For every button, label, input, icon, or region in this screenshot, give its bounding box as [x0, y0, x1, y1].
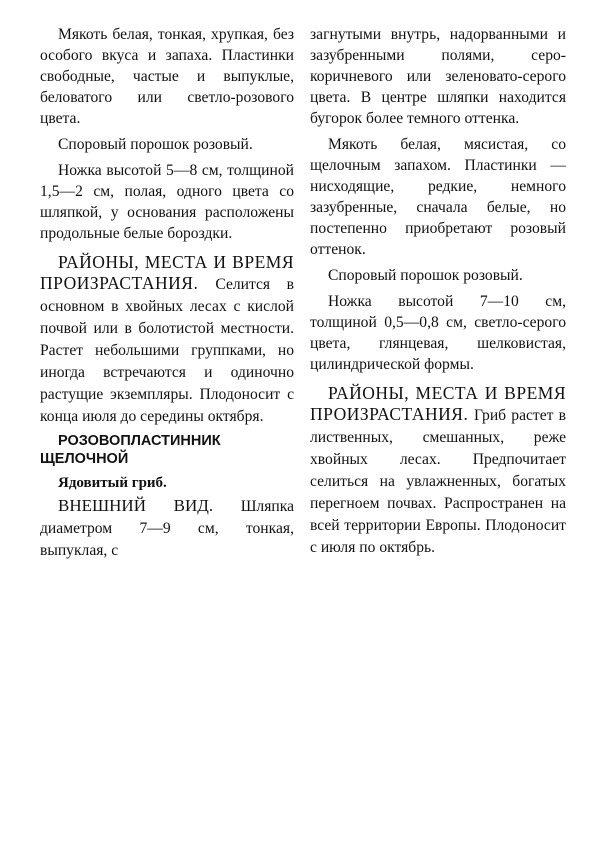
left-column — [40, 24, 294, 566]
paragraph-stem: Ножка высотой 7—10 см, толщиной 0,5—0,8 см, светло-серого цвета, глянцевая, шелковистая, цилиндрической формы. — [310, 293, 566, 373]
paragraph-flesh: Мякоть белая, мясистая, со щелочным запахом. Пластинки — нисходящие, редкие, немного зазубренные, сначала белые, но постепенно приобретают розовый оттенок. — [310, 136, 566, 258]
paragraph-flesh: Мякоть белая, тонкая, хрупкая, без особого вкуса и запаха. Пластинки свободные, частые и выпуклые, беловатого или светло-розового цвета. — [40, 26, 294, 127]
paragraph-spore-powder: Споровый порошок розовый. — [58, 136, 253, 153]
section-text-habitat: Гриб растет в лиственных, смешанных, реже хвойных лесах. Предпочитает селиться на увлажненных, богатых перегноем почвах. Распространен на всей территории Европы. Плодоносит с июля по октябрь. — [310, 407, 566, 556]
section-text-appearance: Шляпка диаметром 7—9 см, тонкая, выпуклая, с — [40, 498, 294, 559]
paragraph-stem: Ножка высотой 5—8 см, толщиной 1,5—2 см, полая, одного цвета со шляпкой, у основания расположены продольные белые бороздки. — [40, 162, 294, 242]
paragraph-habitat — [40, 252, 294, 427]
paragraph-appearance — [40, 495, 294, 561]
right-column — [310, 24, 566, 563]
section-heading-habitat: РАЙОНЫ, МЕСТА И ВРЕМЯ ПРОИЗРАСТАНИЯ. — [40, 252, 294, 293]
paragraph-cap-continued: загнутыми внутрь, надорванными и зазубренными полями, серо-коричневого или зеленовато-серого цвета. В центре шляпки находится бугорок более темного оттенка. — [310, 26, 566, 127]
species-title: РОЗОВОПЛАСТИННИК ЩЕЛОЧНОЙ — [40, 433, 221, 467]
paragraph-habitat — [310, 383, 566, 558]
paragraph-spore-powder: Споровый порошок розовый. — [328, 267, 523, 284]
section-heading-habitat: РАЙОНЫ, МЕСТА И ВРЕМЯ ПРОИЗРАСТАНИЯ. — [310, 383, 566, 424]
section-heading-appearance: ВНЕШНИЙ ВИД. — [58, 496, 214, 515]
poison-label: Ядовитый гриб. — [58, 475, 167, 491]
section-text-habitat: Селится в основном в хвойных лесах с кислой почвой или в болотистой местности. Растет небольшими группками, но иногда встречаются и одиночно растущие экземпляры. Плодоносит с конца июля до середины октября. — [40, 276, 294, 425]
